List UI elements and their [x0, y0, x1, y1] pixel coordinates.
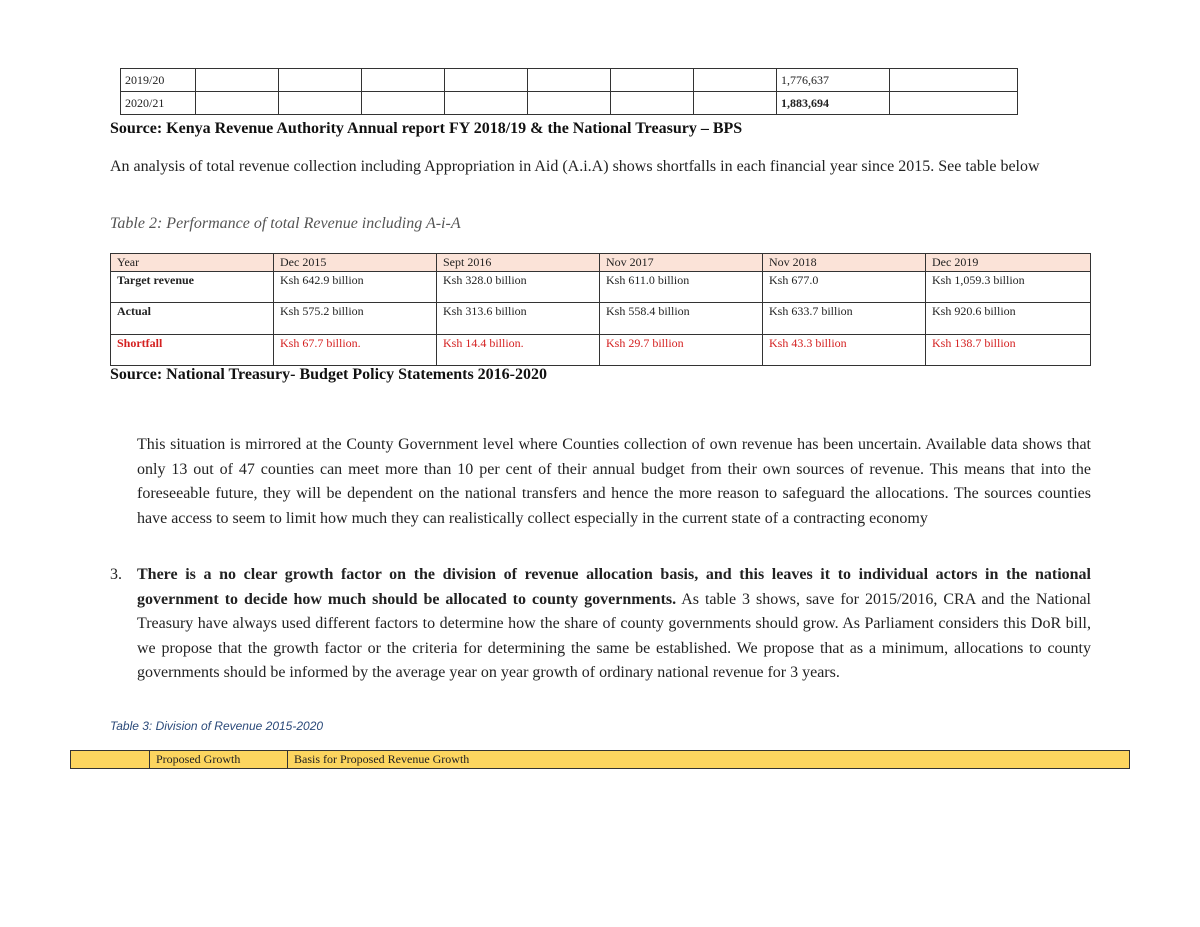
- list-number: 3.: [110, 566, 122, 583]
- table-cell: Ksh 633.7 billion: [763, 303, 926, 335]
- column-header: Dec 2015: [274, 254, 437, 272]
- year-cell: 2020/21: [121, 92, 196, 115]
- table-row: [111, 303, 1091, 335]
- source-note-kra: Source: Kenya Revenue Authority Annual report FY 2018/19 & the National Treasury – BPS: [110, 120, 743, 137]
- intro-paragraph: An analysis of total revenue collection including Appropriation in Aid (A.i.A) shows shortfalls in each financial year since 2015. See table below: [110, 158, 1040, 175]
- division-of-revenue-table: [70, 750, 1130, 769]
- table-cell: Ksh 313.6 billion: [437, 303, 600, 335]
- table-cell: Ksh 642.9 billion: [274, 272, 437, 303]
- column-header: Basis for Proposed Revenue Growth: [288, 751, 1130, 769]
- value-cell: 1,776,637: [777, 69, 890, 92]
- year-cell: 2019/20: [121, 69, 196, 92]
- column-header: Nov 2018: [763, 254, 926, 272]
- table-cell: Ksh 14.4 billion.: [437, 335, 600, 366]
- table-cell: Ksh 29.7 billion: [600, 335, 763, 366]
- table-cell: Ksh 1,059.3 billion: [926, 272, 1091, 303]
- column-header: Nov 2017: [600, 254, 763, 272]
- table-2-caption: Table 2: Performance of total Revenue including A-i-A: [110, 215, 461, 232]
- table-3-caption: Table 3: Division of Revenue 2015-2020: [110, 719, 324, 733]
- table-cell: Ksh 558.4 billion: [600, 303, 763, 335]
- table-cell: Ksh 43.3 billion: [763, 335, 926, 366]
- table-cell: Ksh 67.7 billion.: [274, 335, 437, 366]
- table-cell: Ksh 138.7 billion: [926, 335, 1091, 366]
- table-header-row: [71, 751, 1130, 769]
- table-row: [121, 69, 1018, 92]
- column-header: Sept 2016: [437, 254, 600, 272]
- table-row: [111, 335, 1091, 366]
- table-cell: Ksh 328.0 billion: [437, 272, 600, 303]
- table-row: [121, 92, 1018, 115]
- column-header: Dec 2019: [926, 254, 1091, 272]
- row-label: Shortfall: [111, 335, 274, 366]
- table-row: [111, 272, 1091, 303]
- table-header-row: [111, 254, 1091, 272]
- point-3-paragraph: [137, 563, 1091, 686]
- table-cell: Ksh 611.0 billion: [600, 272, 763, 303]
- row-label: Target revenue: [111, 272, 274, 303]
- point-3-text: As table 3 shows, save for 2015/2016, CRA and the National Treasury have always used different factors to determine how the share of county governments should grow. As Parliament considers this DoR bill, we propose that the growth factor or the criteria for determining the same be established. We propose that as a minimum, allocations to county governments should be informed by the average year on year growth of ordinary national revenue for 3 years.: [137, 590, 1091, 681]
- county-paragraph: This situation is mirrored at the County Government level where Counties collection of own revenue has been uncertain. Available data shows that only 13 out of 47 counties can meet more than 10 per cent of their annual budget from their own sources of revenue. This means that into the foreseeable future, they will be dependent on the national transfers and hence the more reason to safeguard the allocations. The sources counties have access to seem to limit how much they can realistically collect especially in the current state of a contracting economy: [137, 436, 1091, 527]
- source-note-treasury: Source: National Treasury- Budget Policy Statements 2016-2020: [110, 366, 548, 383]
- point-3-bold-text: There is a no clear growth factor on the division of revenue allocation basis, and this leaves it to individual actors in the national government to decide how much should be allocated to county governments.: [137, 566, 1091, 608]
- value-cell: 1,883,694: [777, 92, 890, 115]
- revenue-table-continuation: [120, 68, 1018, 115]
- column-header: [71, 751, 150, 769]
- column-header: Year: [111, 254, 274, 272]
- table-cell: Ksh 920.6 billion: [926, 303, 1091, 335]
- table-cell: Ksh 575.2 billion: [274, 303, 437, 335]
- row-label: Actual: [111, 303, 274, 335]
- revenue-performance-table: [110, 253, 1091, 366]
- column-header: Proposed Growth: [150, 751, 288, 769]
- table-cell: Ksh 677.0: [763, 272, 926, 303]
